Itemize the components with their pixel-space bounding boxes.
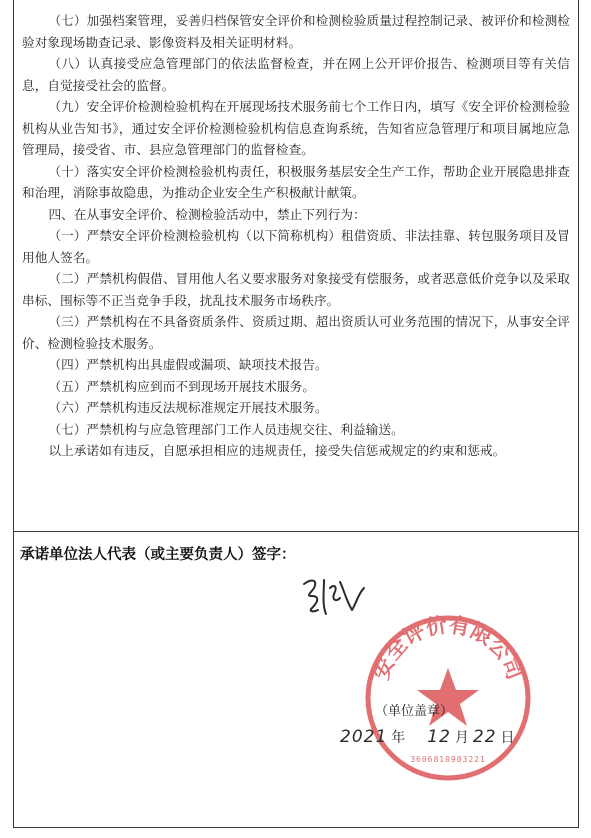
section-divider bbox=[13, 531, 579, 532]
prohibition-5: （五）严禁机构应到而不到现场开展技术服务。 bbox=[48, 378, 316, 394]
date-year-label: 年 bbox=[391, 730, 406, 746]
prohibition-6: （六）严禁机构违反法规标准规定开展技术服务。 bbox=[48, 400, 328, 415]
company-seal bbox=[360, 610, 536, 786]
date-day-label: 日 bbox=[500, 730, 515, 746]
signature-label: 承诺单位法人代表（或主要负责人）签字： bbox=[20, 547, 296, 563]
paragraph-8: （八）认真接受应急管理部门的依法监督检查，并在网上公开评价报告、检测项目等有关信息，自觉接受社会的监督。 bbox=[22, 56, 570, 93]
closing-statement: 以上承诺如有违反，自愿承担相应的违规责任，接受失信惩戒规定的约束和惩戒。 bbox=[48, 443, 506, 458]
section-4-heading: 四、在从事安全评价、检测检验活动中，禁止下列行为： bbox=[48, 206, 366, 222]
date-year: 2021 bbox=[340, 727, 388, 747]
prohibition-3: （三）严禁机构在不具备资质条件、资质过期、超出资质认可业务范围的情况下，从事安全评价、检测检验技术服务。 bbox=[22, 314, 570, 351]
seal-caption: （单位盖章） bbox=[375, 704, 454, 719]
date-day: 22 bbox=[472, 727, 497, 747]
prohibition-2: （二）严禁机构假借、冒用他人名义要求服务对象接受有偿服务，或者恶意低价竞争以及采取串标、围标等不正当竞争手段，扰乱技术服务市场秩序。 bbox=[22, 271, 570, 308]
commitment-body bbox=[22, 10, 570, 462]
paragraph-7: （七）加强档案管理，妥善归档保管安全评价和检测检验质量过程控制记录、被评价和检测检验对象现场勘查记录、影像资料及相关证明材料。 bbox=[22, 13, 570, 50]
prohibition-1: （一）严禁安全评价检测检验机构（以下简称机构）租借资质、非法挂靠、转包服务项目及冒用他人签名。 bbox=[22, 228, 570, 265]
paragraph-9: （九）安全评价检测检验机构在开展现场技术服务前七个工作日内，填写《安全评价检测检验机构从业告知书》，通过安全评价检测检验机构信息查询系统，告知省应急管理厅和项目属地应急管理局，接受省、市、县应急管理部门的监督检查。 bbox=[22, 99, 570, 157]
date-month-label: 月 bbox=[454, 730, 469, 746]
prohibition-7: （七）严禁机构与应急管理部门工作人员违规交往、利益输送。 bbox=[48, 421, 404, 437]
paragraph-10: （十）落实安全评价检测检验机构责任，积极服务基层安全生产工作，帮助企业开展隐患排查和治理，消除事故隐患，为推动企业安全生产积极献计献策。 bbox=[22, 163, 570, 200]
date-line bbox=[340, 727, 519, 747]
seal-ring-text: 安全评价有限公司 bbox=[367, 611, 529, 683]
date-month: 12 bbox=[427, 727, 451, 747]
seal-number: 3606810903221 bbox=[410, 755, 486, 764]
prohibition-4: （四）严禁机构出具虚假或漏项、缺项技术报告。 bbox=[48, 357, 328, 372]
